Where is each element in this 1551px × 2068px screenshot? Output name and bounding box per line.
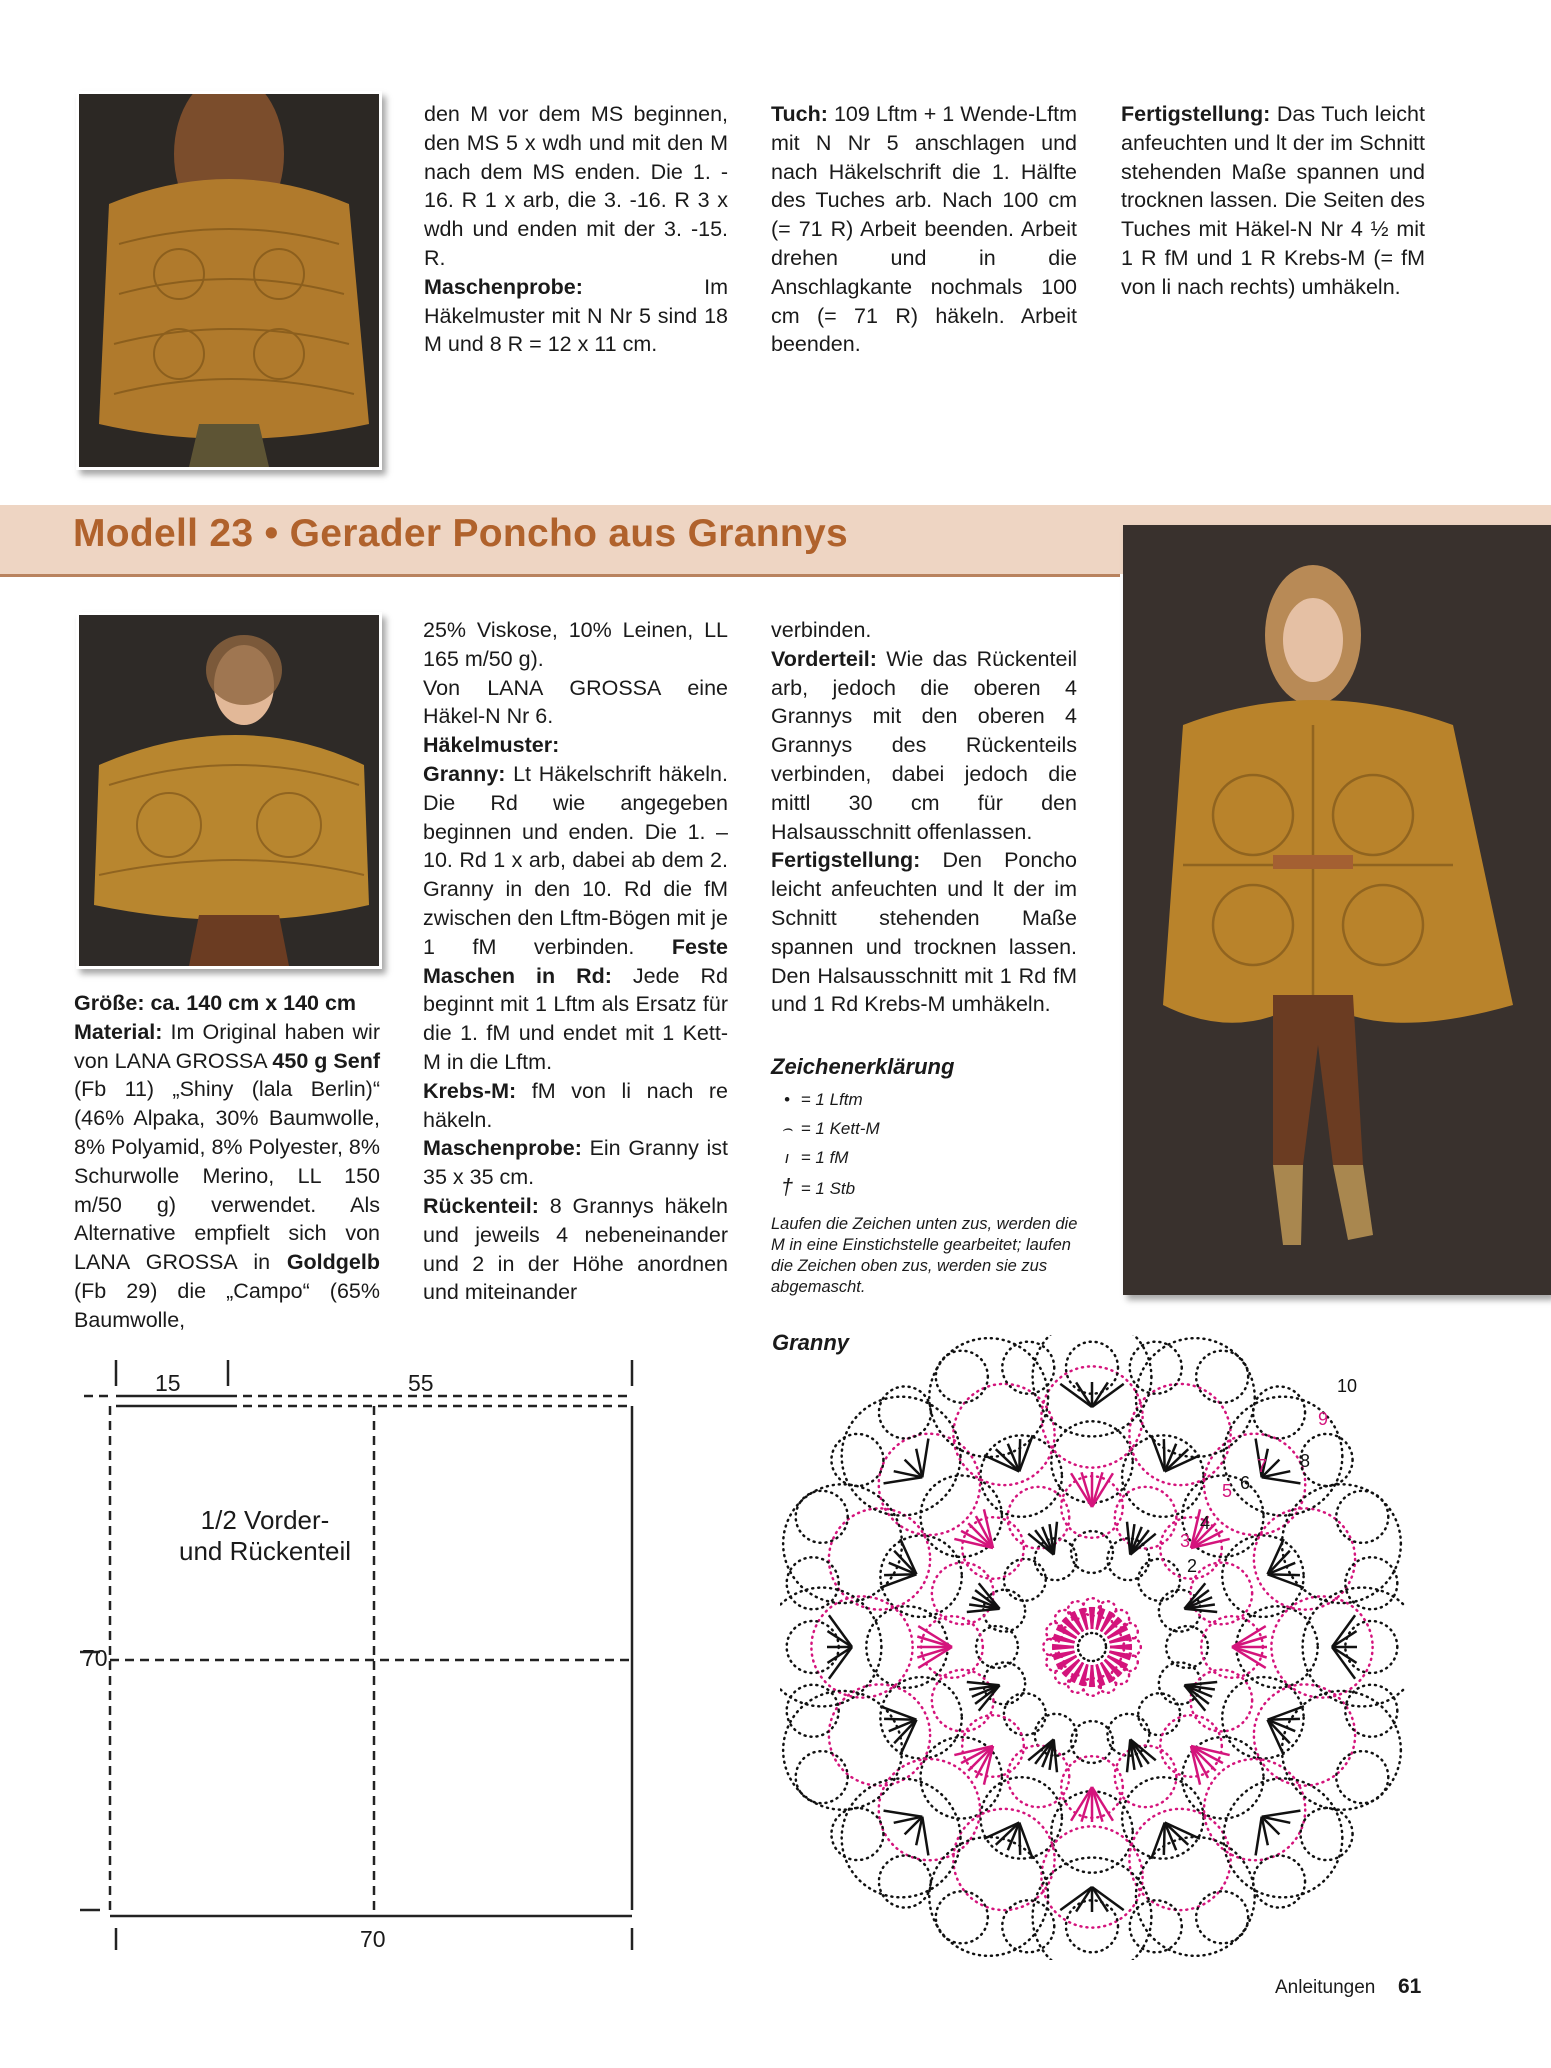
chain-loop-ring4 [1204,1434,1305,1535]
material-label: Material: [74,1019,163,1044]
stitch-mark [1060,1384,1092,1407]
main-column-3 [771,616,1077,1019]
round-label-9: 9 [1318,1409,1329,1429]
legend-item-chain [778,1085,880,1114]
stitch-mark [1092,1887,1108,1912]
chain-loop-ring4 [811,1596,912,1697]
stitch-mark [1092,1382,1108,1407]
top-col2-text: 109 Lftm + 1 Wende-Lftm mit N Nr 5 anschlagen und nach Häkelschrift die 1. Hälfte des Tuches arb. Nach 100 cm (= 71 R) Arbeit beenden. Arbeit drehen und in die Anschlagkante nochmals 100 cm (= 71 R) häkeln. Arbeit beenden. [771,102,1077,357]
poncho-photo-large [1123,525,1551,1295]
stitch-mark [1332,1647,1355,1679]
dim-left: 70 [82,1645,108,1671]
stitch-mark [827,1647,852,1663]
gauge-text: Ein Granny ist 35 x 35 cm. [423,1136,728,1190]
granny-chart [780,1335,1405,1960]
round-label-2: 2 [1187,1556,1198,1576]
legend-sc-label: = 1 fM [800,1148,849,1167]
chain-loop-ring1 [1004,1559,1046,1601]
chain-loop-ring3 [1222,1677,1303,1758]
chain-loop-ring4 [953,1809,1054,1910]
legend-dc-label: = 1 Stb [800,1179,856,1198]
material-text-2: (Fb 11) „Shiny (lala Berlin)“ (46% Alpaka, 30% Baumwolle, 8% Polyamid, 8% Polyester, 8% Schurwolle Merino, LL 150 m/50 g) verwendet. Als Alternative empfielt sich von LANA GROSSA in [74,1077,380,1275]
outer-chain-loop [936,1351,988,1403]
back-label: Rückenteil: [423,1193,539,1218]
stitch-mark [1076,1887,1092,1912]
schematic-label-line2: und Rückenteil [179,1536,351,1566]
dim-top-left: 15 [155,1370,181,1396]
finishing-text: Den Poncho leicht anfeuchten und lt der im Schnitt stehenden Maße spannen und trocknen lassen. Den Halsausschnitt mit 1 Rd fM und 1 Rd Krebs-M umhäkeln. [771,848,1077,1017]
round-label-10: 10 [1337,1376,1358,1396]
chain-loop-ring4 [1041,1826,1142,1927]
chain-loop-ring4 [1254,1684,1355,1785]
schematic-diagram [80,1360,660,1960]
outer-chain-loop [796,1491,848,1543]
chain-loop-ring2 [932,1670,994,1732]
granny-title: Granny [772,1330,850,1355]
footer-section: Anleitungen [1275,1977,1376,1998]
legend-item-sc [778,1143,880,1172]
outer-chain-loop [787,1685,839,1737]
chain-loop-ring1 [1138,1559,1180,1601]
crab-stitch-text: fM von li nach re häkeln. [423,1078,728,1132]
top-col1-text: Im Häkelmuster mit N Nr 5 sind 18 M und 8 R = 12 x 11 cm. [424,274,728,357]
stitch-mark [1332,1615,1355,1647]
legend-list [778,1085,880,1203]
chain-loop-ring3 [880,1677,961,1758]
chain-loop-ring4 [953,1384,1054,1485]
outer-chain-loop [879,1386,931,1438]
stitch-mark [922,1817,928,1856]
crab-stitch-label: Krebs-M: [423,1078,517,1103]
stitch-mark [827,1631,852,1647]
page-number: 61 [1398,1975,1422,1998]
outer-chain-loop [831,1808,883,1860]
chain-loop-ring4 [829,1508,930,1609]
material-alt-color: Goldgelb [286,1250,380,1275]
size-label: Größe: ca. 140 cm x 140 cm [74,991,357,1015]
chain-loop-ring4 [1129,1384,1230,1485]
legend-slip-label: = 1 Kett-M [800,1119,880,1138]
chain-loop-ring2 [1115,1746,1177,1808]
headline-underline [0,574,1120,577]
outer-chain-loop [831,1434,883,1486]
gauge-label: Maschenprobe: [423,1136,582,1161]
stitch-mark [884,1574,916,1575]
stitch-mark [1256,1817,1262,1856]
round-label-8: 8 [1300,1451,1311,1471]
chain-loop-ring5 [842,1397,961,1516]
main-column-1 [74,989,380,1335]
front-label: Vorderteil: [771,646,877,671]
chain-loop-ring4 [879,1434,980,1535]
hook-info: Von LANA GROSSA eine Häkel-N Nr 6. [423,675,728,729]
stitch-mark [1164,1439,1165,1471]
chain-loop-ring4 [1254,1508,1355,1609]
stitch-mark [1019,1823,1020,1855]
round-label-6: 6 [1240,1473,1251,1493]
outer-chain-loop [1253,1386,1305,1438]
round-label-4: 4 [1200,1513,1211,1533]
front-text: Wie das Rückenteil arb, jedoch die oberen 4 Grannys mit den oberen 4 Grannys des Rückenteils verbinden, dabei jedoch die mittl 30 cm für den Halsausschnitt offenlassen. [771,646,1077,844]
stitch-mark [1054,1522,1057,1555]
chain-loop-ring4 [1204,1759,1305,1860]
outer-chain-loop [879,1856,931,1908]
outer-chain-loop [936,1891,988,1943]
material-amount: 450 g Senf [272,1048,380,1073]
top-column-3 [1121,100,1425,302]
chain-loop-ring4 [879,1759,980,1860]
single-crochet-icon: ı [784,1148,790,1167]
outer-chain-loop [1345,1557,1397,1609]
page-title: Modell 23 • Gerader Poncho aus Grannys [73,512,848,555]
stitch-mark [922,1439,928,1478]
chain-loop-ring3 [880,1536,961,1617]
round-label-3: 3 [1180,1531,1191,1551]
top-column-2 [771,100,1077,359]
finishing-label: Fertigstellung: [771,848,921,873]
chain-loop-ring2 [1191,1670,1253,1732]
center-ring [1078,1633,1106,1661]
chain-loop-ring4 [1271,1596,1372,1697]
top-column-1 [424,100,728,359]
stitch-mark [884,1477,923,1483]
sc-rounds-text: Jede Rd beginnt mit 1 Lftm als Ersatz für die 1. fM und endet mit 1 Kett-M in die Lftm. [423,963,728,1074]
chain-loop-ring4 [1041,1366,1142,1467]
chain-loop-ring5 [1224,1779,1343,1898]
top-col3-text: Das Tuch leicht anfeuchten und lt der im Schnitt stehenden Maße spannen und trocknen lassen. Die Seiten des Tuches mit Häkel-N Nr 4 ½ mit 1 R fM und 1 R Krebs-M (= fM von li nach rechts) umhäkeln. [1121,102,1425,299]
yarn-composition: 25% Viskose, 10% Leinen, LL 165 m/50 g). [423,618,728,671]
stitch-mark [1184,1609,1217,1612]
granny-text: Lt Häkelschrift häkeln. Die Rd wie angegeben beginnen und enden. Die 1. – 10. Rd 1 x arb, dabei ab dem 2. Granny in den 10. Rd die fM zwischen den Lftm-Bögen mit je 1 fM verbinden. [423,761,728,959]
outer-chain-loop [1336,1491,1388,1543]
back-text: 8 Grannys häkeln und jeweils 4 nebeneinander und 2 in der Höhe anordnen und miteinander [423,1193,728,1305]
outer-chain-loop [1130,1900,1182,1952]
legend-chain-label: = 1 Lftm [800,1090,863,1109]
granny-label: Granny: [423,761,506,786]
outer-chain-loop [1336,1751,1388,1803]
top-col1-para1: den M vor dem MS beginnen, den MS 5 x wdh und mit den M nach dem MS enden. Die 1. - 16. R 1 x arb, die 3. -16. R 3 x wdh und enden mit der 3. -15. R. [424,102,728,270]
shawl-photo [76,91,382,470]
round-label-5: 5 [1222,1481,1233,1501]
stitch-mark [1262,1477,1301,1483]
outer-chain-loop [1253,1856,1305,1908]
main-column-2 [423,616,728,1307]
chain-dot-icon: • [784,1090,790,1109]
slip-stitch-icon: ⌢ [781,1119,793,1138]
chain-loop-ring1 [1138,1693,1180,1735]
outer-chain-loop [796,1751,848,1803]
connect-text: verbinden. [771,618,872,642]
outer-chain-loop [1345,1685,1397,1737]
legend-title: Zeichenerklärung [771,1054,955,1079]
outer-chain-loop [787,1557,839,1609]
outer-chain-loop [1130,1342,1182,1394]
double-crochet-icon: † [780,1174,794,1199]
top-col3-label: Fertigstellung: [1121,102,1271,126]
legend-note: Laufen die Zeichen unten zus, werden die M in eine Einstichstelle gearbeitet; laufen die Zeichen oben zus, werden sie zus abgemascht. [771,1215,1078,1296]
chain-loop-ring4 [1129,1809,1230,1910]
sc-rounds-label: Feste Maschen in Rd: [423,934,728,988]
chain-loop-ring5 [842,1779,961,1898]
poncho-photo-small [76,612,382,969]
schematic-label [160,1505,370,1567]
chain-loop-ring2 [1008,1487,1070,1549]
stitch-mark [1268,1719,1300,1720]
schematic-label-line1: 1/2 Vorder- [200,1505,330,1535]
stitch-mark [1060,1887,1092,1910]
stitch-mark [1127,1739,1130,1772]
outer-chain-loop [1301,1808,1353,1860]
chain-loop-ring1 [1004,1693,1046,1735]
chain-loop-ring4 [829,1684,930,1785]
dim-bottom: 70 [360,1926,386,1952]
material-text-3: (Fb 29) die „Campo“ (65% Baumwolle, [74,1278,380,1332]
top-col1-label: Maschenprobe: [424,274,583,299]
legend-item-slip [778,1114,880,1143]
legend-item-dc [778,1172,880,1203]
chain-loop-ring2 [932,1563,994,1625]
stitch-mark [967,1682,1000,1685]
round-label-7: 7 [1257,1456,1268,1476]
top-col2-label: Tuch: [771,102,828,126]
material-text-1: Im Original haben wir von LANA GROSSA [74,1019,380,1073]
pattern-heading: Häkelmuster: [423,733,560,758]
dim-top-right: 55 [408,1370,434,1396]
stitch-mark [1262,1811,1301,1817]
stitch-mark [884,1811,923,1817]
